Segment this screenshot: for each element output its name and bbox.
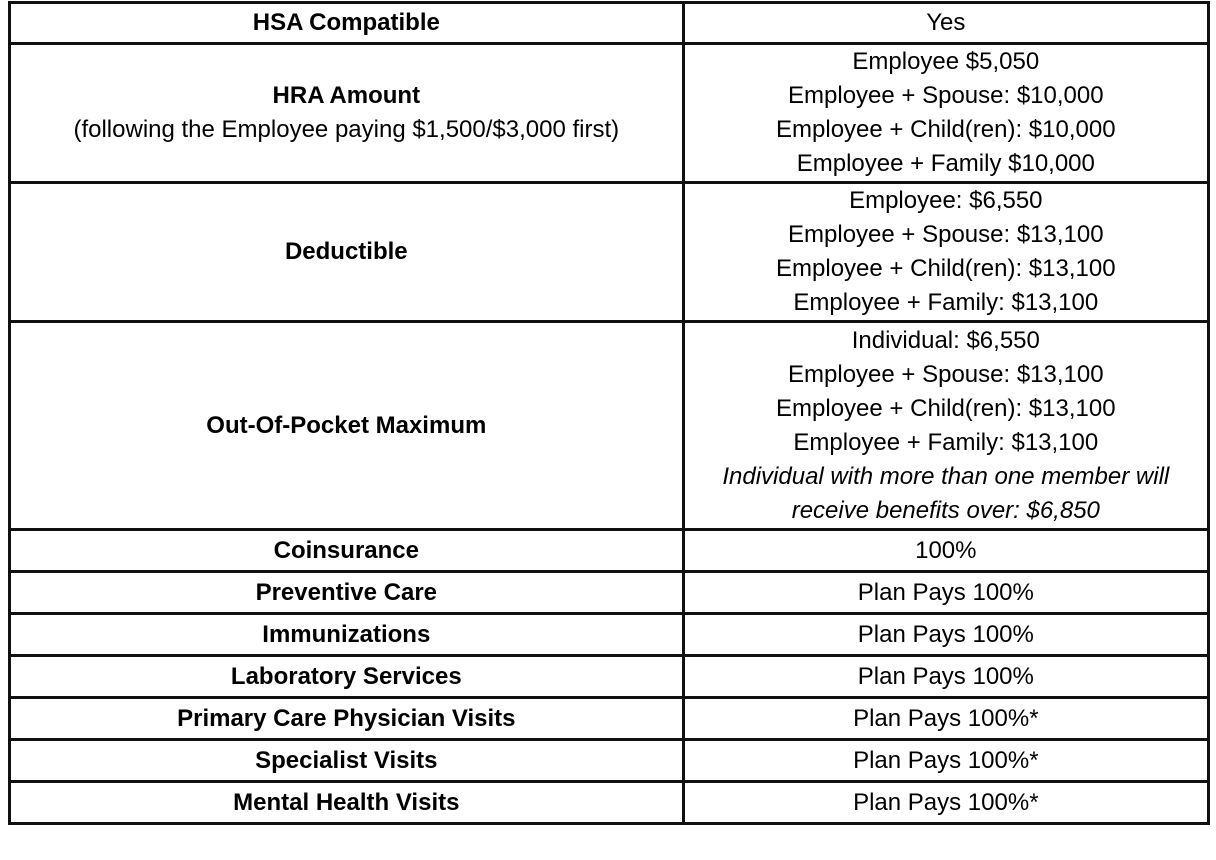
row-label: Mental Health Visits [10,782,684,824]
value-line: Individual: $6,550 [851,326,1040,354]
row-label: Out-Of-Pocket Maximum [10,322,684,530]
row-value: 100% [683,530,1208,572]
value-line: Employee + Spouse: $13,100 [788,221,1104,248]
row-label: Coinsurance [10,530,684,572]
table-row-primary-care-physician-visits [10,698,1209,740]
value-line: Employee + Child(ren): $13,100 [776,255,1116,282]
row-value: Plan Pays 100% [683,572,1208,614]
value-line: Employee + Child(ren): $13,100 [776,394,1116,422]
table-row-deductible [10,183,1209,322]
row-sublabel: (following the Employee paying $1,500/$3,000 first) [73,116,620,143]
table-row-mental-health-visits [10,782,1209,824]
value-line: Employee + Spouse: $10,000 [788,82,1104,109]
row-value: Plan Pays 100%* [683,740,1208,782]
row-label: Preventive Care [10,572,684,614]
table-row-preventive-care [10,572,1209,614]
value-line: Yes [926,9,966,36]
row-value: Plan Pays 100% [683,614,1208,656]
row-value [683,183,1208,322]
value-line: Employee: $6,550 [849,187,1043,214]
row-label: Specialist Visits [10,740,684,782]
row-label: Laboratory Services [10,656,684,698]
row-label-cell [10,44,684,183]
value-line: Employee + Family $10,000 [796,150,1095,177]
row-label: Deductible [10,183,684,322]
row-value: Plan Pays 100% [683,656,1208,698]
value-line: Employee + Family: $13,100 [793,289,1099,316]
table-row-specialist-visits [10,740,1209,782]
table-row-out-of-pocket-maximum [10,322,1209,530]
table-row-hra-amount [10,44,1209,183]
value-line: Employee + Child(ren): $10,000 [776,116,1116,143]
table-row-laboratory-services [10,656,1209,698]
value-line: Employee $5,050 [852,48,1040,75]
row-label: HRA Amount [272,82,421,109]
value-note: receive benefits over: $6,850 [791,496,1100,524]
value-line: Employee + Family: $13,100 [793,428,1099,456]
table-row-hsa-compatible [10,3,1209,44]
row-label: Primary Care Physician Visits [10,698,684,740]
table-row-immunizations [10,614,1209,656]
row-value: Plan Pays 100%* [683,698,1208,740]
row-label: Immunizations [10,614,684,656]
row-value [683,44,1208,183]
row-value [683,3,1208,44]
value-note: Individual with more than one member will [722,462,1170,490]
row-value [683,322,1208,530]
row-value: Plan Pays 100%* [683,782,1208,824]
benefits-table [8,1,1210,825]
row-label: HSA Compatible [10,3,684,44]
value-line: Employee + Spouse: $13,100 [788,360,1104,388]
table-row-coinsurance [10,530,1209,572]
